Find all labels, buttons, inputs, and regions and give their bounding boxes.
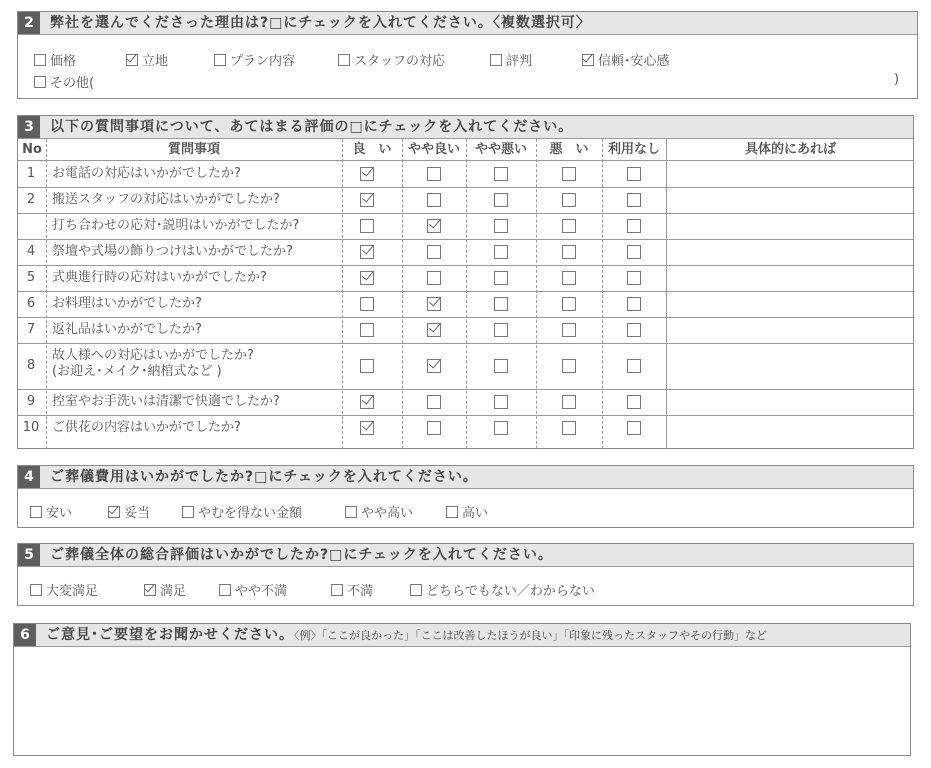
row-question xyxy=(52,244,293,260)
row-question xyxy=(52,296,202,312)
section-number: 3 xyxy=(18,116,40,138)
section-header xyxy=(18,116,913,139)
option-label: 高い xyxy=(462,506,489,521)
checkbox-icon[interactable] xyxy=(582,54,594,66)
row-number: 2 xyxy=(26,192,36,207)
section-header xyxy=(18,544,913,567)
rating-checkbox-icon[interactable] xyxy=(562,395,576,409)
checkbox-icon[interactable] xyxy=(446,506,458,518)
row-number: 5 xyxy=(26,270,36,285)
row-question xyxy=(52,218,299,234)
option-label: その他( xyxy=(50,76,95,91)
rating-checkbox-icon[interactable] xyxy=(494,219,508,233)
checkbox-icon[interactable] xyxy=(490,54,502,66)
checkbox-icon[interactable] xyxy=(410,584,422,596)
rating-checkbox-icon[interactable] xyxy=(427,323,441,337)
rating-checkbox-icon[interactable] xyxy=(627,245,641,259)
checkbox-icon[interactable] xyxy=(331,584,343,596)
checkbox-icon[interactable] xyxy=(182,506,194,518)
section-q6 xyxy=(13,623,911,756)
rating-checkbox-icon[interactable] xyxy=(562,167,576,181)
rating-checkbox-icon[interactable] xyxy=(627,193,641,207)
rating-checkbox-icon[interactable] xyxy=(494,395,508,409)
section-note: 〈例〉「ここが良かった」「ここは改善したほうが良い」「印象に残ったスタッフやその行動」など xyxy=(294,629,767,642)
option-label: 評判 xyxy=(506,54,533,69)
question-text: 故人様への対応はいかがでしたか? xyxy=(52,348,254,363)
rating-checkbox-icon[interactable] xyxy=(360,167,374,181)
details-cell[interactable] xyxy=(667,343,913,389)
row-number: 7 xyxy=(26,322,36,337)
option-label: 不満 xyxy=(347,584,374,599)
rating-checkbox-icon[interactable] xyxy=(627,167,641,181)
question-text: 式典進行時の応対はいかがでしたか? xyxy=(52,270,267,285)
checkbox-icon[interactable] xyxy=(144,584,156,596)
rating-checkbox-icon[interactable] xyxy=(427,219,441,233)
table-row xyxy=(18,291,913,317)
header-question: 質問事項 xyxy=(167,142,220,157)
section-header xyxy=(18,12,917,35)
header-details: 具体的にあれば xyxy=(744,142,836,157)
rating-checkbox-icon[interactable] xyxy=(427,395,441,409)
section-number: 2 xyxy=(18,12,40,34)
checkbox-icon[interactable] xyxy=(338,54,350,66)
question-text: 控室やお手洗いは清潔で快適でしたか? xyxy=(52,394,280,409)
header-unused: 利用なし xyxy=(607,142,660,157)
option-3[interactable] xyxy=(345,502,413,521)
header-fairly-bad: やや悪い xyxy=(474,142,527,157)
row-number: 10 xyxy=(22,420,40,435)
table-row xyxy=(18,187,913,213)
table-row xyxy=(18,389,913,415)
option-4[interactable] xyxy=(410,580,595,599)
rating-checkbox-icon[interactable] xyxy=(427,167,441,181)
section-q5 xyxy=(17,543,914,606)
rating-checkbox-icon[interactable] xyxy=(360,271,374,285)
header-bad: 悪 い xyxy=(549,142,589,157)
rating-checkbox-icon[interactable] xyxy=(627,271,641,285)
option-2[interactable] xyxy=(214,50,295,69)
table-row xyxy=(18,161,913,187)
section-number: 4 xyxy=(18,466,40,488)
checkbox-icon[interactable] xyxy=(34,76,46,88)
row-question xyxy=(52,192,280,208)
details-cell[interactable] xyxy=(667,239,913,265)
option-1[interactable] xyxy=(144,580,186,599)
row-question xyxy=(52,420,241,436)
question-subtext: (お迎え･メイク･納棺式など ) xyxy=(52,364,222,379)
question-text: お電話の対応はいかがでしたか? xyxy=(52,166,241,181)
option-label: やや高い xyxy=(361,506,414,521)
rating-checkbox-icon[interactable] xyxy=(627,323,641,337)
rating-checkbox-icon[interactable] xyxy=(627,421,641,435)
table-row xyxy=(18,213,913,239)
rating-checkbox-icon[interactable] xyxy=(427,245,441,259)
rating-checkbox-icon[interactable] xyxy=(562,271,576,285)
option-label: 価格 xyxy=(50,54,77,69)
option-label: 立地 xyxy=(142,54,169,69)
rating-checkbox-icon[interactable] xyxy=(360,359,374,373)
row-question xyxy=(52,348,254,380)
row-question xyxy=(52,394,280,410)
option-label: 妥当 xyxy=(124,506,151,521)
details-cell[interactable] xyxy=(667,187,913,213)
checkbox-icon[interactable] xyxy=(214,54,226,66)
details-cell[interactable] xyxy=(667,415,913,441)
rating-checkbox-icon[interactable] xyxy=(627,359,641,373)
option-label: やむを得ない金額 xyxy=(198,506,303,521)
rating-checkbox-icon[interactable] xyxy=(427,359,441,373)
rating-checkbox-icon[interactable] xyxy=(427,271,441,285)
section-title: ご葬儀全体の総合評価はいかがでしたか?□にチェックを入れてください。 xyxy=(50,547,553,563)
option-2[interactable] xyxy=(219,580,287,599)
rating-checkbox-icon[interactable] xyxy=(494,271,508,285)
section-q3 xyxy=(17,115,914,449)
option-0[interactable] xyxy=(30,502,72,521)
rating-checkbox-icon[interactable] xyxy=(427,193,441,207)
option-5[interactable] xyxy=(582,50,670,69)
rating-checkbox-icon[interactable] xyxy=(494,323,508,337)
section-title-text: ご意見･ご要望をお聞かせください。 xyxy=(46,627,294,643)
option-label: 安い xyxy=(46,506,73,521)
table-row xyxy=(18,239,913,265)
header-good: 良 い xyxy=(352,142,392,157)
checkbox-icon[interactable] xyxy=(219,584,231,596)
option-1[interactable] xyxy=(108,502,150,521)
option-label: 満足 xyxy=(160,584,187,599)
rating-checkbox-icon[interactable] xyxy=(494,193,508,207)
rating-checkbox-icon[interactable] xyxy=(360,245,374,259)
option-4[interactable] xyxy=(446,502,488,521)
rating-checkbox-icon[interactable] xyxy=(360,297,374,311)
details-cell[interactable] xyxy=(667,213,913,239)
section-title: 以下の質問事項について、あてはまる評価の□にチェックを入れてください。 xyxy=(50,119,574,135)
rating-checkbox-icon[interactable] xyxy=(627,395,641,409)
option-label: 信頼･安心感 xyxy=(598,54,670,69)
table-row xyxy=(18,415,913,441)
option-1[interactable] xyxy=(126,50,168,69)
rating-checkbox-icon[interactable] xyxy=(494,297,508,311)
option-label: どちらでもない／わからない xyxy=(426,584,595,599)
rating-checkbox-icon[interactable] xyxy=(562,245,576,259)
rating-checkbox-icon[interactable] xyxy=(360,323,374,337)
rating-checkbox-icon[interactable] xyxy=(427,297,441,311)
table-row xyxy=(18,343,913,389)
option-0[interactable] xyxy=(34,50,76,69)
option-label: スタッフの対応 xyxy=(354,54,446,69)
details-cell[interactable] xyxy=(667,317,913,343)
comment-area[interactable] xyxy=(14,647,910,755)
rating-checkbox-icon[interactable] xyxy=(360,193,374,207)
details-cell[interactable] xyxy=(667,265,913,291)
row-number: 8 xyxy=(26,358,36,373)
checkbox-icon[interactable] xyxy=(30,506,42,518)
rating-checkbox-icon[interactable] xyxy=(494,359,508,373)
rating-checkbox-icon[interactable] xyxy=(562,359,576,373)
option-label: 大変満足 xyxy=(46,584,99,599)
rating-checkbox-icon[interactable] xyxy=(562,421,576,435)
close-paren: ) xyxy=(894,72,900,87)
details-cell[interactable] xyxy=(667,161,913,187)
question-text: 搬送スタッフの対応はいかがでしたか? xyxy=(52,192,280,207)
row-question xyxy=(52,322,202,338)
option-label: やや不満 xyxy=(235,584,288,599)
header-fairly-good: やや良い xyxy=(407,142,460,157)
rating-checkbox-icon[interactable] xyxy=(427,421,441,435)
rating-checkbox-icon[interactable] xyxy=(562,219,576,233)
checkbox-icon[interactable] xyxy=(345,506,357,518)
rating-checkbox-icon[interactable] xyxy=(562,323,576,337)
rating-checkbox-icon[interactable] xyxy=(360,395,374,409)
checkbox-icon[interactable] xyxy=(108,506,120,518)
checkbox-icon[interactable] xyxy=(34,54,46,66)
option-3[interactable] xyxy=(331,580,373,599)
rating-checkbox-icon[interactable] xyxy=(360,421,374,435)
question-text: 返礼品はいかがでしたか? xyxy=(52,322,202,337)
rating-checkbox-icon[interactable] xyxy=(627,219,641,233)
rating-checkbox-icon[interactable] xyxy=(627,297,641,311)
rating-checkbox-icon[interactable] xyxy=(494,167,508,181)
row-number: 4 xyxy=(26,244,36,259)
table-row xyxy=(18,265,913,291)
option-6[interactable] xyxy=(34,72,94,91)
section-title: 弊社を選んでくださった理由は?□にチェックを入れてください。〈複数選択可〉 xyxy=(50,15,591,31)
row-question xyxy=(52,166,241,182)
checkbox-icon[interactable] xyxy=(30,584,42,596)
checkbox-icon[interactable] xyxy=(126,54,138,66)
details-cell[interactable] xyxy=(667,291,913,317)
question-text: 打ち合わせの応対･説明はいかがでしたか? xyxy=(52,218,300,233)
section-number: 5 xyxy=(18,544,40,566)
section-q4 xyxy=(17,465,914,528)
option-label: プラン内容 xyxy=(230,54,296,69)
table-row xyxy=(18,317,913,343)
option-2[interactable] xyxy=(182,502,302,521)
rating-checkbox-icon[interactable] xyxy=(562,297,576,311)
row-number: 6 xyxy=(26,296,36,311)
rating-checkbox-icon[interactable] xyxy=(494,245,508,259)
option-4[interactable] xyxy=(490,50,532,69)
question-text: 祭壇や式場の飾りつけはいかがでしたか? xyxy=(52,244,293,259)
details-cell[interactable] xyxy=(667,389,913,415)
row-number: 9 xyxy=(26,394,36,409)
header-no: No xyxy=(22,142,42,157)
section-title: ご葬儀費用はいかがでしたか?□にチェックを入れてください。 xyxy=(50,469,478,485)
rating-checkbox-icon[interactable] xyxy=(562,193,576,207)
section-header xyxy=(18,466,913,489)
section-title xyxy=(46,624,767,647)
rating-checkbox-icon[interactable] xyxy=(494,421,508,435)
row-number: 1 xyxy=(26,166,36,181)
question-text: お料理はいかがでしたか? xyxy=(52,296,202,311)
row-question xyxy=(52,270,267,286)
section-number: 6 xyxy=(14,624,36,646)
option-3[interactable] xyxy=(338,50,445,69)
rating-checkbox-icon[interactable] xyxy=(360,219,374,233)
question-text: ご供花の内容はいかがでしたか? xyxy=(52,420,241,435)
section-q2 xyxy=(17,11,918,99)
rating-table xyxy=(18,139,913,448)
section-header xyxy=(14,624,910,647)
option-0[interactable] xyxy=(30,580,98,599)
